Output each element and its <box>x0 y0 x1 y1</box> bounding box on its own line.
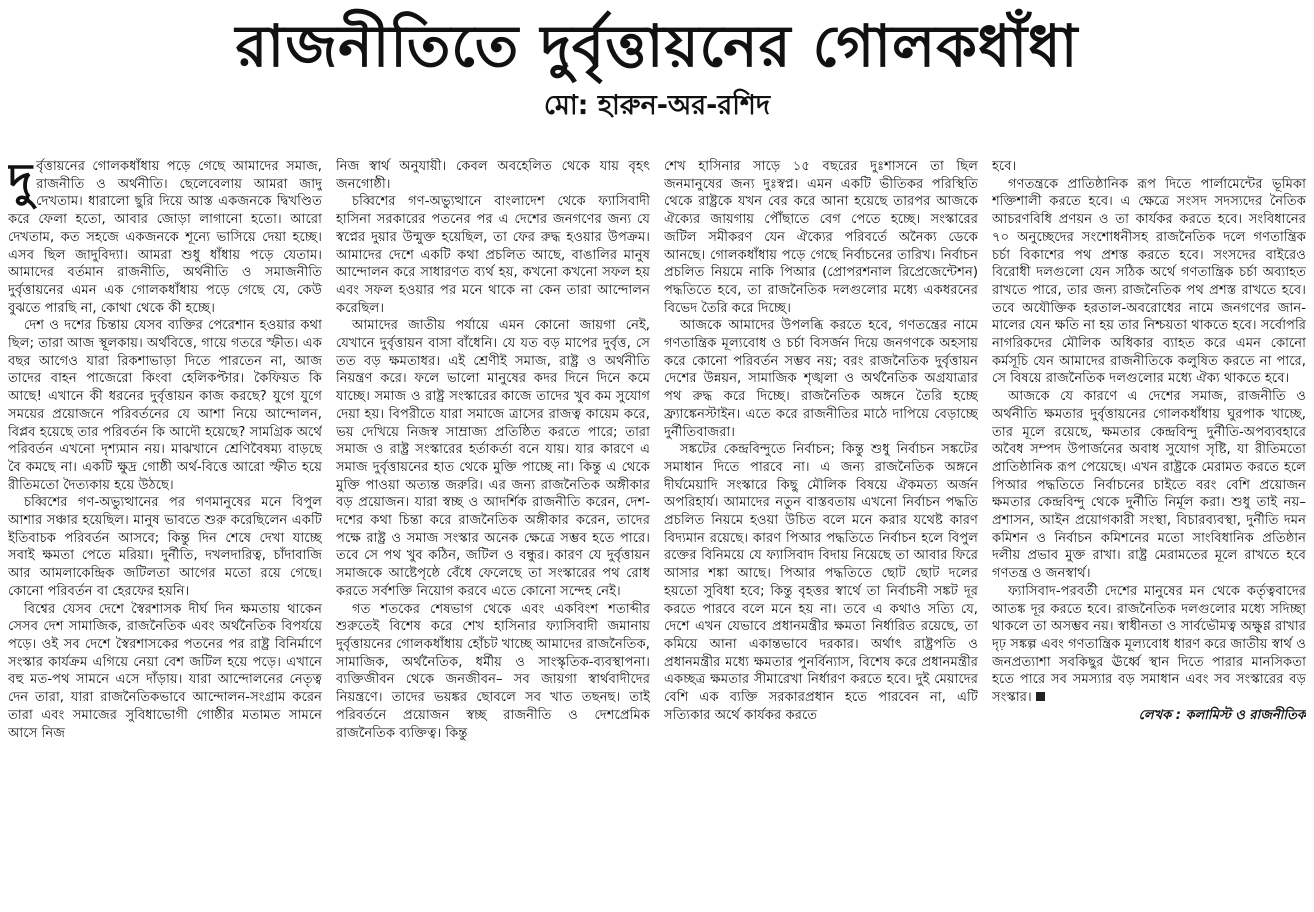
paragraph: আজকে যে কারণে এ দেশের সমাজ, রাজনীতি ও অর্থনীতি ক্ষমতার দুর্বৃত্তায়নের গোলকধাঁধায় ঘুরপাক খাচ্ছে, তার মূলে রয়েছে, ক্ষমতার কেন্দ্রবিন্দু দুর্নীতি-অপব্যবহারে অবৈধ সম্পদ উপার্জনের অবাধ সুযোগ সৃষ্টি, যা রীতিমতো প্রাতিষ্ঠানিক রূপ পেয়েছে। এখন রাষ্ট্রকে মেরামত করতে হলে পিআর পদ্ধতিতে নির্বাচনের চাইতে বরং বেশি প্রয়োজন ক্ষমতার কেন্দ্রবিন্দু থেকে দুর্নীতি নির্মূল করা। শুধু তাই নয়– প্রশাসন, আইন প্রয়োগকারী সংস্থা, বিচারব্যবস্থা, দুর্নীতি দমন কমিশন ও নির্বাচন কমিশনের মতো সাংবিধানিক প্রতিষ্ঠান দলীয় প্রভাব মুক্ত রাখা। রাষ্ট্র মেরামতের মূলে রাখতে হবে গণতন্ত্র ও জনস্বার্থ। <box>992 389 1306 582</box>
paragraph: হবে। <box>992 159 1017 174</box>
paragraph: দুর্বৃত্তায়নের গোলকধাঁধায় পড়ে গেছে আমাদের সমাজ, রাজনীতি ও অর্থনীতি। ছেলেবেলায় আমরা জাদু দেখতাম। ধারালো ছুরি দিয়ে আস্ত একজনকে দ্বিখণ্ডিত করে ফেলা হতো, আবার জোড়া লাগানো হতো। আরো দেখতাম, কত সহজে একজনকে শূন্যে ভাসিয়ে দেয়া হচ্ছে। এসব ছিল জাদুবিদ্যা। আমরা শুধু ধাঁধায় পড়ে যেতাম। আমাদের বর্তমান রাজনীতি, অর্থনীতি ও সমাজনীতি দুর্বৃত্তায়নের এমন এক গোলকধাঁধায় পড়ে গেছে যে, কেউ বুঝতে পারছি না, কোথা থেকে কী হচ্ছে। <box>8 158 322 316</box>
paragraph: গণতন্ত্রকে প্রাতিষ্ঠানিক রূপ দিতে পার্লামেন্টের ভূমিকা শক্তিশালী করতে হবে। এ ক্ষেত্রে সংসদ সদস্যদের নৈতিক আচরণবিধি প্রণয়ন ও তা কার্যকর করতে হবে। সংবিধানের ৭০ অনুচ্ছেদের সংশোধনীসহ রাজনৈতিক দলে গণতান্ত্রিক চর্চা বিকাশের পথ প্রশস্ত করতে হবে। সংসদের বাইরেও বিরোধী দলগুলো যেন সঠিক অর্থে গণতান্ত্রিক চর্চা অব্যাহত রাখতে পারে, তার জন্য রাজনৈতিক পথ প্রশস্ত রাখতে হবে। তবে অযৌক্তিক হরতাল-অবরোধের নামে জনগণের জান-মালের যেন ক্ষতি না হয় তার নিশ্চয়তা থাকতে হবে। সর্বোপরি নাগরিকদের মৌলিক অধিকার ব্যাহত করে এমন কোনো কর্মসূচি যেন আমাদের রাজনীতিকে কলুষিত করতে না পারে, সে বিষয়ে রাজনৈতিক দলগুলোর মধ্যে ঐক্য থাকতে হবে। <box>992 176 1306 387</box>
paragraph: চব্বিশের গণ-অভ্যুত্থানের পর গণমানুষের মনে বিপুল আশার সঞ্চার হয়েছিল। মানুষ ভাবতে শুরু করেছিলেন একটি ইতিবাচক পরিবর্তন আসবে; কিন্তু দিন শেষে দেখা যাচ্ছে সবাই ক্ষমতা পেতে মরিয়া। দুর্নীতি, দখলদারিত্ব, চাঁদাবাজি আর আমলাকেন্দ্রিক জটিলতা আগের মতো রয়ে গেছে। কোনো পরিবর্তন বা হেরফের হয়নি। <box>8 495 322 599</box>
author-credit: লেখক : কলামিস্ট ও রাজনীতিক <box>1138 707 1306 723</box>
article-headline: রাজনীতিতে দুর্বৃত্তায়নের গোলকধাঁধা <box>235 12 1079 80</box>
drop-cap: দু <box>8 158 33 207</box>
paragraph: বিশ্বের যেসব দেশে স্বৈরশাসক দীর্ঘ দিন ক্ষমতায় থাকেন সেসব দেশ সামাজিক, রাজনৈতিক এবং অর্থনৈতিক বিপর্যয়ে পড়ে। ওই সব দেশে স্বৈরশাসকের পতনের পর রাষ্ট্র বিনির্মাণে সংস্কার কার্যক্রম এগিয়ে নেয়া বেশ জটিল হয়ে পড়ে। এখানে বহু মত-পথ সামনে এসে দাঁড়ায়। যারা আন্দোলনের নেতৃত্ব দেন তারা, যারা রাজনৈতিকভাবে আন্দোলন-সংগ্রাম করেন তারা এবং সমাজের সুবিধাভোগী গোষ্ঠীর মতামত সামনে আসে নিজ <box>8 601 322 741</box>
column-3 <box>664 158 978 898</box>
end-mark-icon <box>1036 692 1045 701</box>
column-1 <box>8 158 322 898</box>
paragraph: দেশ ও দশের চিন্তায় যেসব ব্যক্তির পেরেশান হওয়ার কথা ছিল; তারা আজ স্থূলকায়। অর্থবিত্তে, গায়ে গতরে স্ফীত। এক বছর আগেও যারা রিকশাভাড়া দিতে পারতেন না, আজ তাদের বাহন পাজেরো কিংবা হেলিকপ্টার। কৈফিয়ত কি আছে! এখানে কী ধরনের দুর্বৃত্তায়ন কাজ করছে? যুগে যুগে সময়ের প্রয়োজনে পরিবর্তনের যে আশা নিয়ে আন্দোলন, বিপ্লব হয়েছে তার পরিবর্তন কি আদৌ হয়েছে? সামগ্রিক অর্থে পরিবর্তন এখনো দৃশ্যমান নয়। মাঝখানে শ্রেণিবৈষম্য বাড়ছে বৈ কমছে না। একটি ক্ষুদ্র গোষ্ঠী অর্থ-বিত্তে আরো স্ফীত হয়ে রীতিমতো দৈত্যকায় হয়ে উঠছে। <box>8 318 322 493</box>
column-4 <box>992 158 1306 898</box>
paragraph: সঙ্কটের কেন্দ্রবিন্দুতে নির্বাচন; কিন্তু শুধু নির্বাচন সঙ্কটের সমাধান দিতে পারবে না। এ জন্য রাজনৈতিক অঙ্গনে দীর্ঘমেয়াদি সংস্কারে কিছু মৌলিক বিষয়ে ঐকমত্য অর্জন অপরিহার্য। আমাদের নতুন বাস্তবতায় এখনো নির্বাচন পদ্ধতি প্রচলিত নিয়মে হওয়া উচিত বলে মনে করার যথেষ্ট কারণ বিদ্যমান রয়েছে। কারণ পিআর পদ্ধতিতে নির্বাচন হলে বিপুল রক্তের বিনিময়ে যে ফ্যাসিবাদ বিদায় নিয়েছে তা আবার ফিরে আসার শঙ্কা আছে। পিআর পদ্ধতিতে ছোট ছোট দলের হয়তো সুবিধা হবে; কিন্তু বৃহত্তর স্বার্থে তা নির্বাচনী সঙ্কট দূর করতে পারবে বলে মনে হয় না। তবে এ কথাও সত্যি যে, দেশে এখন যেভাবে প্রধানমন্ত্রীর ক্ষমতা নির্ধারিত রয়েছে, তা কমিয়ে আনা একান্তভাবে দরকার। অর্থাৎ রাষ্ট্রপতি ও প্রধানমন্ত্রীর মধ্যে ক্ষমতার পুনর্বিন্যাস, বিশেষ করে প্রধানমন্ত্রীর একচ্ছত্র ক্ষমতার সীমারেখা নির্ধারণ করতে হবে। দুই মেয়াদের বেশি এক ব্যক্তি সরকারপ্রধান হতে পারবেন না, এটি সত্যিকার অর্থে কার্যকর করতে <box>664 442 978 723</box>
paragraph: নিজ স্বার্থ অনুযায়ী। কেবল অবহেলিত থেকে যায় বৃহৎ জনগোষ্ঠী। <box>336 159 650 192</box>
paragraph: গত শতকের শেষভাগ থেকে এবং একবিংশ শতাব্দীর শুরুতেই বিশেষ করে শেখ হাসিনার ফ্যাসিবাদী জমানায় দুর্বৃত্তায়নের গোলকধাঁধায় হোঁচট খাচ্ছে আমাদের রাজনৈতিক, সামাজিক, অর্থনৈতিক, ধর্মীয় ও সাংস্কৃতিক-ব্যবস্থাপনা। ব্যক্তিজীবন থেকে জনজীবন– সব জায়গা স্বার্থবাদীদের নিয়ন্ত্রণে। তাদের ভয়ঙ্কর ছোবলে সব খাত তছনছ। তাই পরিবর্তনে প্রয়োজন স্বচ্ছ রাজনীতি ও দেশপ্রেমিক রাজনৈতিক ব্যক্তিত্ব। কিন্তু <box>336 601 650 741</box>
article-body <box>8 158 1306 898</box>
paragraph: শেখ হাসিনার সাড়ে ১৫ বছরের দুঃশাসনে তা ছিল জনমানুষের জন্য দুঃস্বপ্ন। এমন একটি ভীতিকর পরিস্থিতি থেকে রাষ্ট্রকে যখন বের করে আনা হয়েছে তারপর আজকে ঐক্যের জায়গায় পৌঁছাতে বেগ পেতে হচ্ছে। সংস্কারের জটিল সমীকরণ যেন ঐক্যের পরিবর্তে অনৈক্য ডেকে আনছে। গোলকধাঁধায় পড়ে গেছে নির্বাচনের তারিখ। নির্বাচন প্রচলিত নিয়মে নাকি পিআর (প্রোপরশনাল রিপ্রেজেন্টেশন) পদ্ধতিতে হবে, তা রাজনৈতিক দলগুলোর মধ্যে একধরনের বিভেদ তৈরি করে দিচ্ছে। <box>664 159 978 316</box>
paragraph: ফ্যাসিবাদ-পরবর্তী দেশের মানুষের মন থেকে কর্তৃত্ববাদের আতঙ্ক দূর করতে হবে। রাজনৈতিক দলগুলোর মধ্যে সদিচ্ছা থাকলে তা অসম্ভব নয়। স্বাধীনতা ও সার্বভৌমত্ব অক্ষুণ্ণ রাখার দৃঢ় সঙ্কল্প এবং গণতান্ত্রিক মূল্যবোধ ধারণ করে জাতীয় স্বার্থ ও জনপ্রত্যাশা সবকিছুর ঊর্ধ্বে স্থান দিতে পারার মানসিকতা হতে পারে সব সমস্যার বড় সমাধান এবং সব সংস্কারের বড় সংস্কার। <box>992 583 1306 706</box>
column-2 <box>336 158 650 898</box>
paragraph: আমাদের জাতীয় পর্যায়ে এমন কোনো জায়গা নেই, যেখানে দুর্বৃত্তায়ন বাসা বাঁধেনি। যে যত বড় মাপের দুর্বৃত্ত, সে তত বড় ক্ষমতাধর। এই শ্রেণীই সমাজ, রাষ্ট্র ও অর্থনীতি নিয়ন্ত্রণ করে। ফলে ভালো মানুষের কদর দিনে দিনে কমে যাচ্ছে। সমাজ ও রাষ্ট্র সংস্কারের কাজে তাদের খুব কম সুযোগ দেয়া হয়। বিপরীতে যারা সমাজে ত্রাসের রাজত্ব কায়েম করে, ভয় দেখিয়ে নিজস্ব সাম্রাজ্য প্রতিষ্ঠিত করতে পারে; তারা সমাজ ও রাষ্ট্র সংস্কারের হর্তাকর্তা বনে যায়। যার কারণে এ সমাজ দুর্বৃত্তায়নের হাত থেকে মুক্তি পাচ্ছে না। কিন্তু এ থেকে মুক্তি পাওয়া অত্যন্ত জরুরি। এর জন্য রাজনৈতিক অঙ্গীকার বড় প্রয়োজন। যারা স্বচ্ছ ও আদর্শিক রাজনীতি করেন, দেশ-দশের কথা চিন্তা করে রাজনৈতিক অঙ্গীকার করেন, তাদের পক্ষে রাষ্ট্র ও সমাজ সংস্কার অনেক ক্ষেত্রে সম্ভব হতে পারে। তবে সে পথ খুব কঠিন, জটিল ও বন্ধুর। কারণ যে দুর্বৃত্তায়ন সমাজকে আষ্টেপৃষ্ঠে বেঁধে ফেলেছে তা সংস্কারের পথ রোধ করতে সর্বশক্তি নিয়োগ করবে এতে কোনো সন্দেহ নেই। <box>336 318 650 599</box>
paragraph: চব্বিশের গণ-অভ্যুত্থানে বাংলাদেশ থেকে ফ্যাসিবাদী হাসিনা সরকারের পতনের পর এ দেশের জনগণের জন্য যে স্বপ্নের দুয়ার উন্মুক্ত হয়েছিল, তা ফের রুদ্ধ হওয়ার উপক্রম। আমাদের দেশে একটি কথা প্রচলিত আছে, বাঙালির মানুষ আন্দোলন করে সাধারণত ব্যর্থ হয়, কখনো কখনো সফল হয় এবং সফল হওয়ার পর মনে থাকে না কেন তারা আন্দোলন করেছিল। <box>336 194 650 316</box>
paragraph: আজকে আমাদের উপলব্ধি করতে হবে, গণতন্ত্রের নামে গণতান্ত্রিক মূল্যবোধ ও চর্চা বিসর্জন দিয়ে জনগণকে অহসায় করে কোনো পরিবর্তন সম্ভব নয়; বরং রাজনৈতিক দুর্বৃত্তায়ন দেশের উন্নয়ন, সামাজিক শৃঙ্খলা ও অর্থনৈতিক অগ্রযাত্রার পথ রুদ্ধ করে দিচ্ছে। রাজনৈতিক অঙ্গনে তৈরি হচ্ছে ফ্র্যাঙ্কেনস্টাইন। এতে করে রাজনীতির মাঠে দাপিয়ে বেড়াচ্ছে দুর্নীতিবাজরা। <box>664 318 978 440</box>
article-byline: মো: হারুন-অর-রশিদ <box>543 90 771 121</box>
